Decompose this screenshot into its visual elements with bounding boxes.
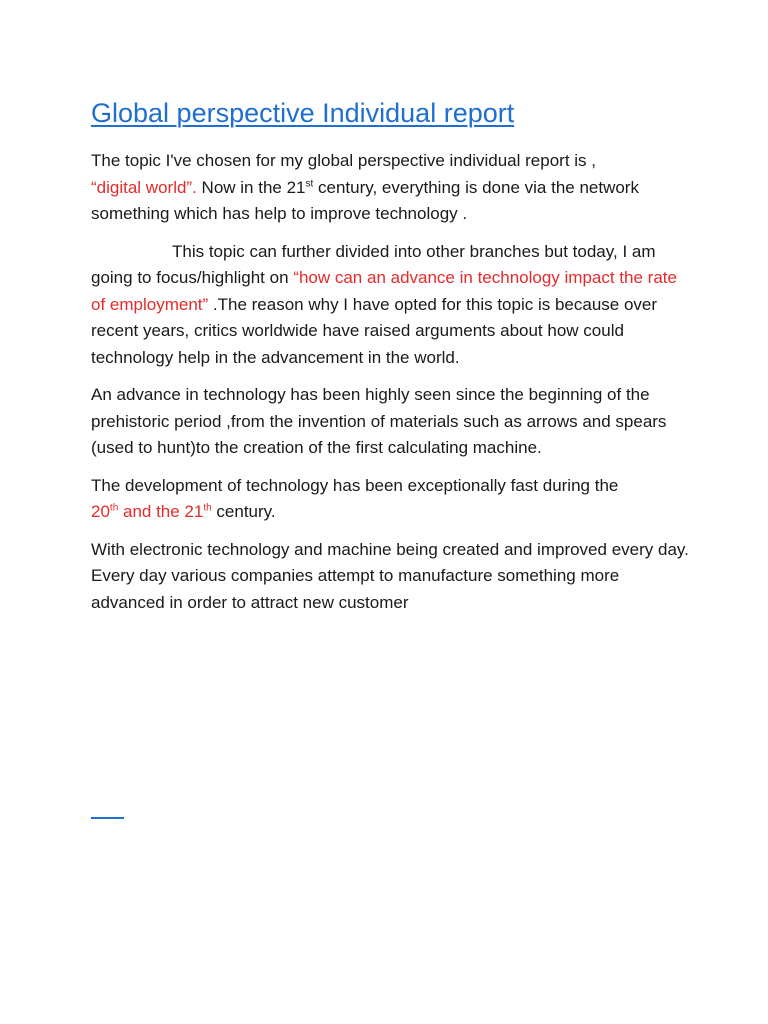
- paragraph-history: An advance in technology has been highly seen since the beginning of the prehistoric period ,from the invention of materials such as arrows and spears (used to hunt)to the creation of the first calculating machine.: [91, 385, 667, 457]
- document-body: [91, 148, 691, 627]
- century-text: Now in the 21: [196, 177, 306, 197]
- paragraph-focus: [91, 239, 691, 372]
- paragraph-development: [91, 473, 691, 526]
- focus-rest-text: .The reason why I have opted for this topic is because over recent years, critics worldwide have raised arguments about how could technology help in the advancement in the world.: [91, 294, 658, 367]
- century-superscript: st: [305, 177, 314, 189]
- document-title: Global perspective Individual report: [91, 98, 515, 128]
- paragraph-topic: [91, 148, 691, 228]
- development-text: The development of technology has been exceptionally fast during the: [91, 475, 619, 495]
- blue-underline-mark: [91, 817, 124, 819]
- twenty-first-superscript: th: [203, 502, 212, 514]
- topic-intro-text: The topic I've chosen for my global perspective individual report is ,: [91, 151, 596, 170]
- topic-highlight: “digital world”.: [91, 177, 197, 197]
- focus-highlight: “how can an advance in technology impact the rate of employment”: [91, 268, 677, 314]
- century-closing-text: century.: [211, 502, 276, 521]
- twentieth-highlight: [91, 502, 212, 521]
- paragraph-electronics: With electronic technology and machine being created and improved every day. Every day various companies attempt to manufacture something more advanced in order to attract new customer: [91, 539, 689, 612]
- twentieth-superscript: th: [109, 502, 119, 514]
- topic-rest-text: century, everything is done via the network something which has help to improve technology .: [91, 177, 639, 223]
- twenty-first-text: and the 21: [118, 502, 204, 521]
- twentieth-number: 20: [91, 502, 110, 521]
- focus-intro-text: This topic can further divided into other branches but today, I am going to focus/highlight on: [91, 241, 656, 287]
